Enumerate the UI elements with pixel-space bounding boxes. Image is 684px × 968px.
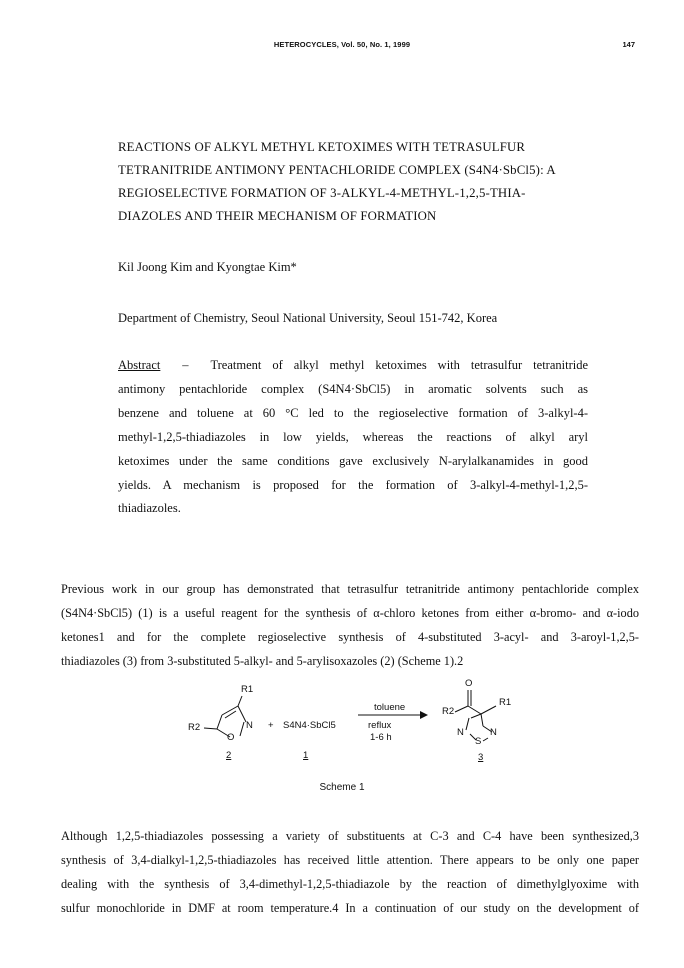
r1-substituent-right: R1 [499, 697, 512, 708]
abstract-line: antimony pentachloride complex (S4N4·SbCl5) in aromatic solvents such as [118, 381, 588, 396]
ring-oxygen: O [227, 732, 235, 743]
scheme-caption: Scheme 1 [319, 782, 365, 793]
running-header [0, 40, 684, 54]
article-title [118, 136, 588, 228]
abstract-dash: – [182, 358, 189, 372]
title-line-3: REGIOSELECTIVE FORMATION OF 3-ALKYL-4-METHYL-1,2,5-THIA- [118, 186, 526, 200]
paragraph-line: thiadiazoles (3) from 3-substituted 5-alkyl- and 5-arylisoxazoles (2) (Scheme 1).2 [61, 654, 464, 668]
ring-nitrogen: N [246, 720, 253, 731]
title-line-2: TETRANITRIDE ANTIMONY PENTACHLORIDE COMPLEX (S4N4·SbCl5): A [118, 163, 556, 177]
abstract-line: benzene and toluene at 60 °C led to the regioselective formation of 3-alkyl-4- [118, 405, 588, 420]
abstract-line: methyl-1,2,5-thiadiazoles in low yields, whereas the reactions of alkyl aryl [118, 429, 588, 444]
ring-sulfur: S [475, 736, 482, 747]
scheme-structures [170, 680, 530, 780]
ring-nitrogen-right: N [490, 727, 497, 738]
paragraph-line: synthesis of 3,4-dialkyl-1,2,5-thiadiazoles has received little attention. There appears to be only one paper [61, 853, 639, 867]
journal-citation: HETEROCYCLES, Vol. 50, No. 1, 1999 [273, 40, 411, 49]
isoxazole-ring [204, 696, 246, 737]
r2-substituent-right: R2 [442, 706, 455, 717]
abstract-line: ketoximes under the same conditions gave exclusively N-arylalkanamides in good [118, 453, 588, 468]
abstract-line: yields. A mechanism is proposed for the formation of 3-alkyl-4-methyl-1,2,5- [118, 477, 588, 492]
paragraph-line: sulfur monochloride in DMF at room temperature.4 In a continuation of our study on the development of [61, 901, 639, 915]
abstract-line: Abstract – Treatment of alkyl methyl ketoximes with tetrasulfur tetranitride [118, 358, 589, 372]
ring-nitrogen-left: N [457, 727, 464, 738]
plus-sign: + [268, 720, 274, 731]
abstract-label: Abstract [118, 358, 161, 372]
abstract-line: thiadiazoles. [118, 501, 181, 516]
paragraph-2 [61, 824, 639, 920]
affiliation: Department of Chemistry, Seoul National University, Seoul 151-742, Korea [118, 311, 498, 325]
title-line-4: DIAZOLES AND THEIR MECHANISM OF FORMATION [118, 209, 437, 223]
r2-substituent-left: R2 [188, 722, 201, 733]
paragraph-line: Previous work in our group has demonstrated that tetrasulfur tetranitride antimony pentachloride complex [61, 582, 639, 596]
paragraph-line: (S4N4·SbCl5) (1) is a useful reagent for the synthesis of α-chloro ketones from either α-bromo- and α-iodo [61, 606, 639, 620]
compound-label-3: 3 [478, 752, 484, 763]
paragraph-1 [61, 577, 639, 673]
condition-label: reflux [368, 720, 392, 731]
paragraph-line: dealing with the synthesis of 3,4-dimethyl-1,2,5-thiadiazole by the reaction of dimethylglyoxime with [61, 877, 639, 891]
compound-label-1: 1 [303, 750, 309, 761]
solvent-label: toluene [374, 702, 406, 713]
r1-substituent-left: R1 [241, 684, 254, 695]
author-list: Kil Joong Kim and Kyongtae Kim* [118, 260, 297, 274]
page-number: 147 [622, 40, 635, 49]
abstract [118, 354, 588, 521]
title-line-1: REACTIONS OF ALKYL METHYL KETOXIMES WITH TETRASULFUR [118, 140, 526, 154]
paragraph-line: ketones1 and for the complete regioselective synthesis of 4-substituted 3-acyl- and 3-aroyl-1,2,5- [61, 630, 639, 644]
carbonyl-oxygen: O [465, 678, 473, 689]
paragraph-line: Although 1,2,5-thiadiazoles possessing a variety of substituents at C-3 and C-4 have been synthesized,3 [61, 829, 639, 843]
time-label: 1-6 h [370, 732, 392, 743]
reagent-formula: S4N4·SbCl5 [283, 720, 336, 731]
compound-label-2: 2 [226, 750, 232, 761]
